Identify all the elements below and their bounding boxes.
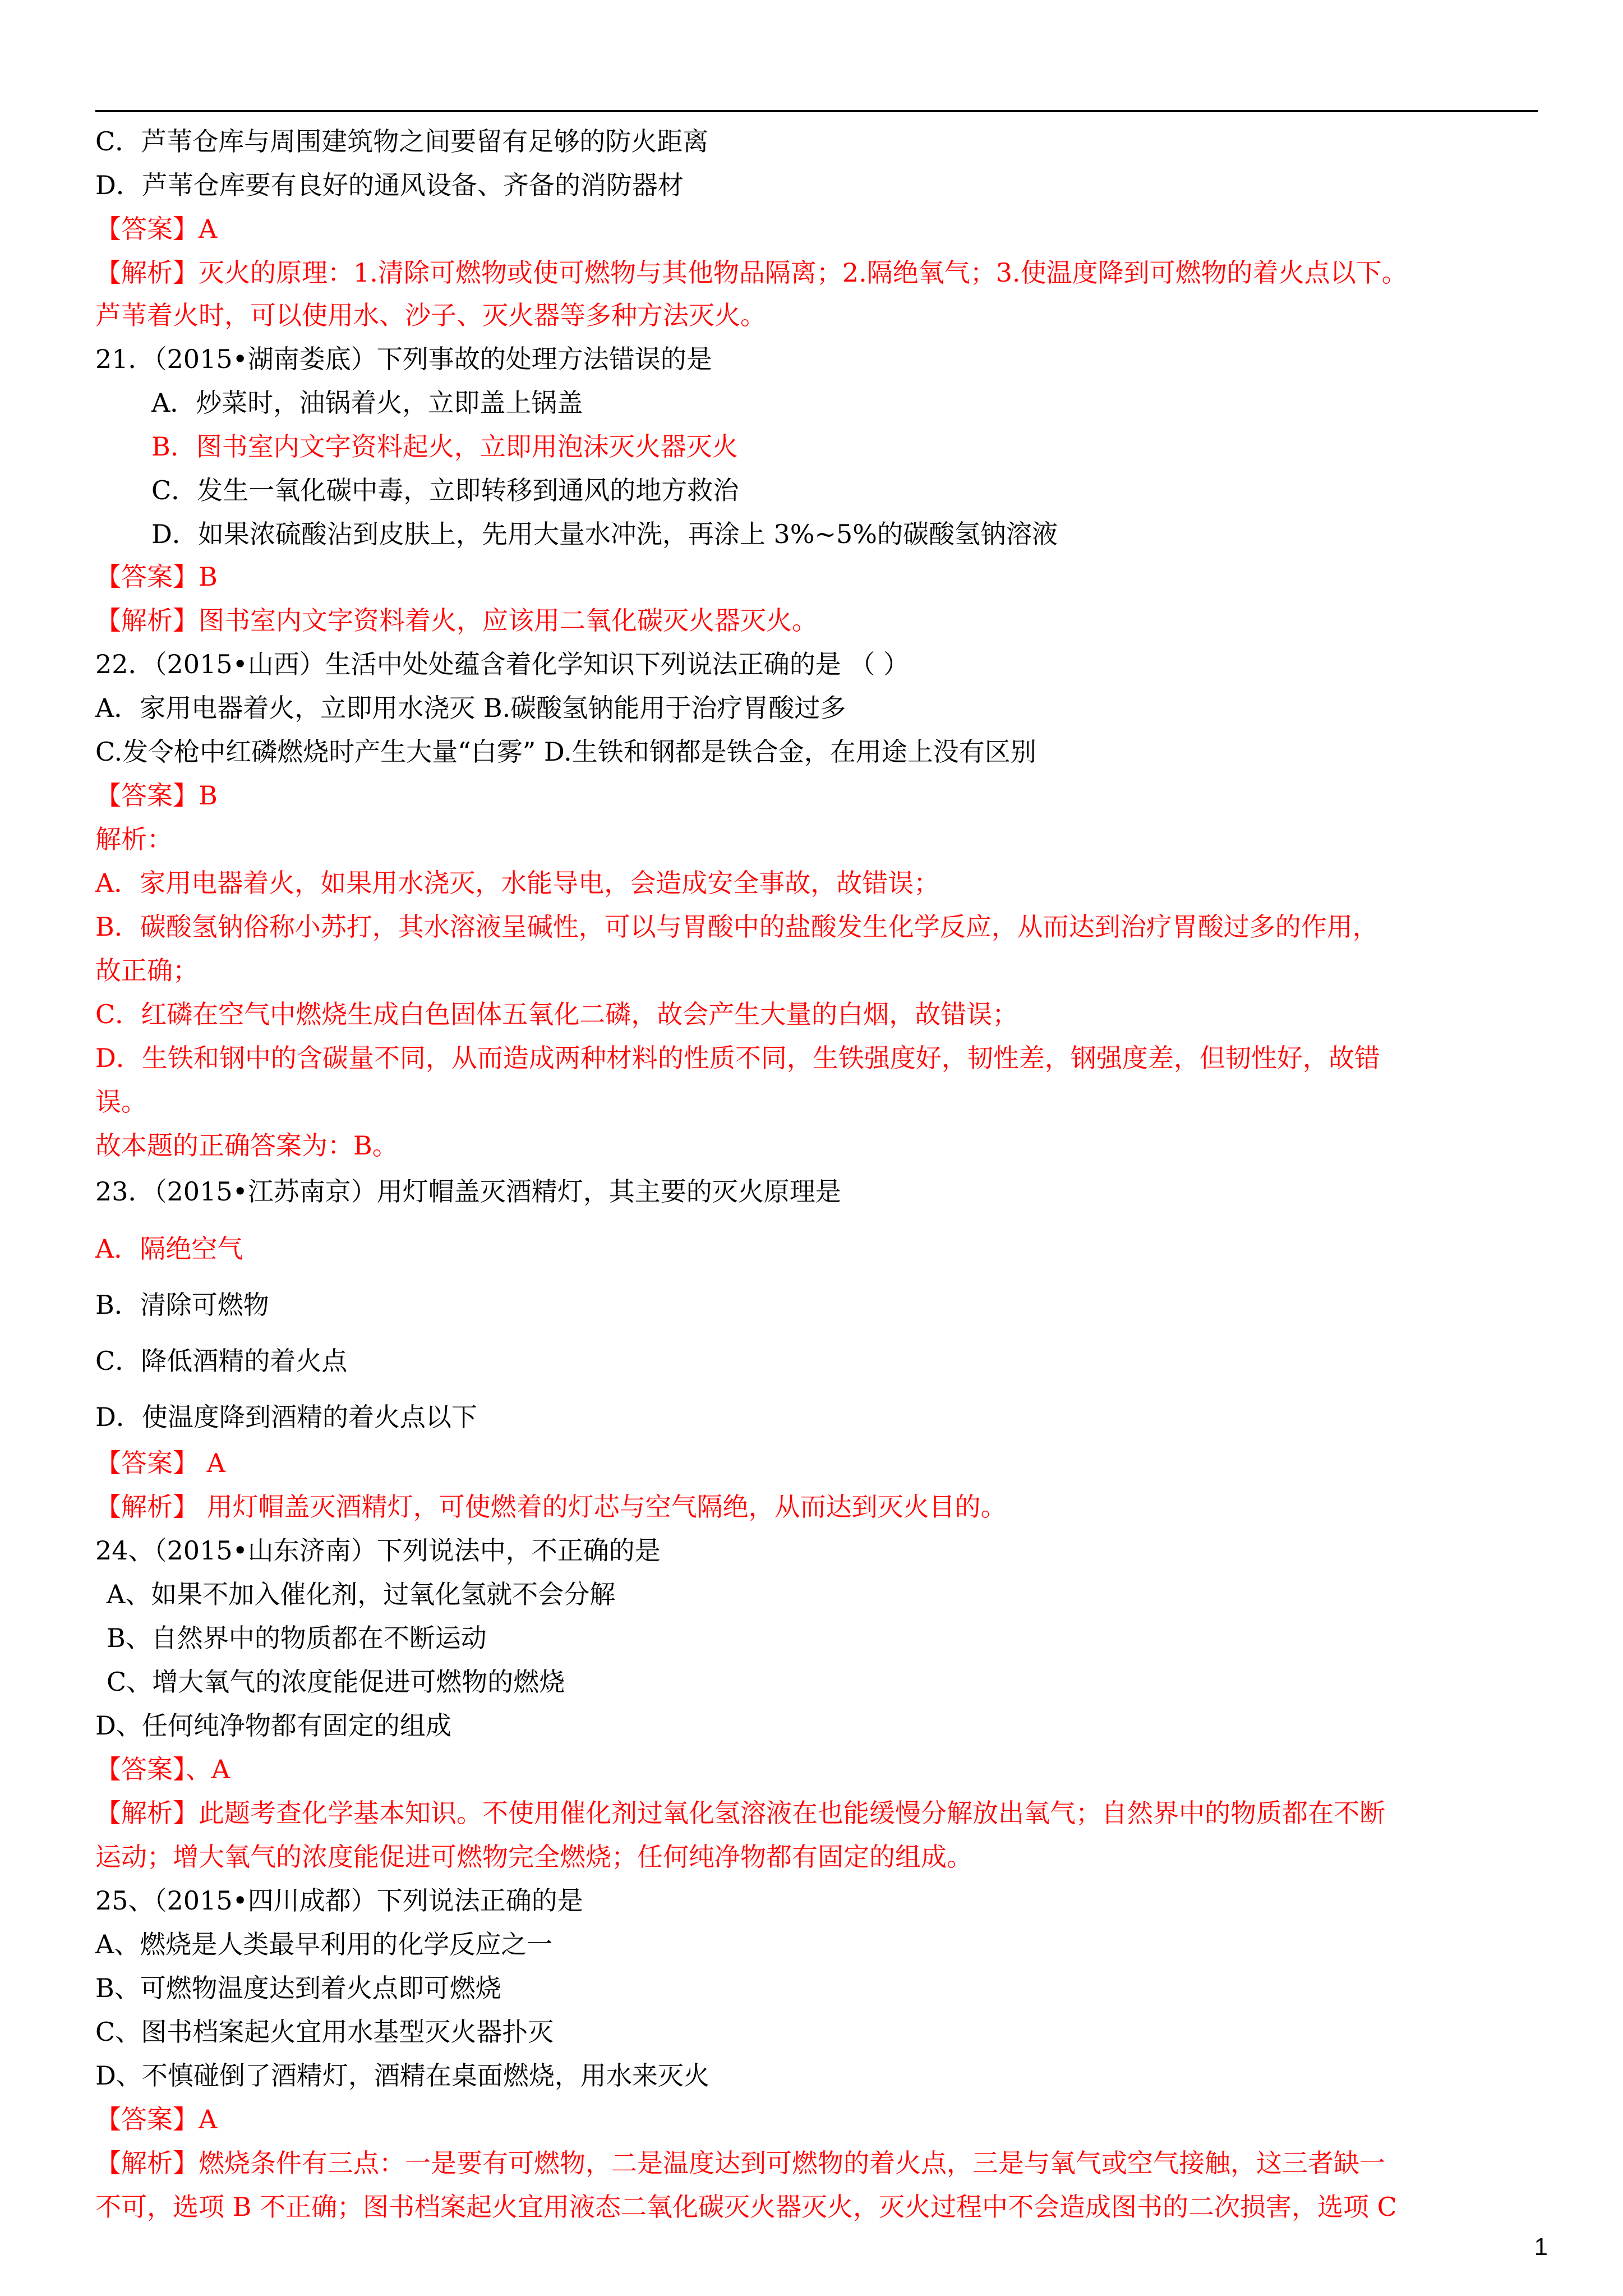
analysis-label: 解析：	[95, 824, 173, 854]
question-24: 24、（2015•山东济南）下列说法中，不正确的是	[95, 1535, 661, 1566]
option-line: C、增大氧气的浓度能促进可燃物的燃烧	[107, 1667, 565, 1697]
analysis-line: 【解析】图书室内文字资料着火，应该用二氧化碳灭火器灭火。	[95, 605, 818, 636]
analysis-line: 芦苇着火时，可以使用水、沙子、灭火器等多种方法灭火。	[95, 300, 766, 330]
option-line: B．清除可燃物	[95, 1290, 269, 1320]
option-line: D、任何纯净物都有固定的组成	[95, 1710, 451, 1741]
option-line: D、不慎碰倒了酒精灯，酒精在桌面燃烧，用水来灭火	[95, 2060, 709, 2091]
option-line: A．家用电器着火，立即用水浇灭 B.碳酸氢钠能用于治疗胃酸过多	[95, 693, 846, 723]
option-line: A．炒菜时，油锅着火，立即盖上锅盖	[151, 388, 583, 418]
question-22: 22．（2015•山西）生活中处处蕴含着化学知识下列说法正确的是 （ ）	[95, 649, 909, 679]
text-line: C．芦苇仓库与周围建筑物之间要留有足够的防火距离	[95, 126, 709, 157]
analysis-line: 不可，选项 B 不正确；图书档案起火宜用液态二氧化碳灭火器灭火，灭火过程中不会造成图书的二次损害，选项 C	[95, 2192, 1397, 2222]
analysis-line: A．家用电器着火，如果用水浇灭，水能导电，会造成安全事故，故错误；	[95, 868, 940, 898]
option-line: C、图书档案起火宜用水基型灭火器扑灭	[95, 2017, 554, 2047]
option-line: C．发生一氧化碳中毒，立即转移到通风的地方救治	[151, 475, 739, 505]
option-line: B、可燃物温度达到着火点即可燃烧	[95, 1973, 501, 2003]
option-line-correct: B．图书室内文字资料起火，立即用泡沫灭火器灭火	[151, 431, 738, 462]
analysis-line: C．红磷在空气中燃烧生成白色固体五氧化二磷，故会产生大量的白烟，故错误；	[95, 999, 1018, 1029]
analysis-line: 【解析】此题考查化学基本知识。不使用催化剂过氧化氢溶液在也能缓慢分解放出氧气；自然界中的物质都在不断	[95, 1798, 1385, 1828]
analysis-line: 故正确；	[95, 955, 199, 986]
text-line: D．芦苇仓库要有良好的通风设备、齐备的消防器材	[95, 170, 684, 200]
option-line: A、燃烧是人类最早利用的化学反应之一	[95, 1929, 553, 1959]
answer-line: 【答案】B	[95, 562, 218, 592]
question-23: 23．（2015•江苏南京）用灯帽盖灭酒精灯，其主要的灭火原理是	[95, 1176, 841, 1207]
answer-line: 【答案】、A	[95, 1754, 230, 1784]
option-line: C．降低酒精的着火点	[95, 1346, 348, 1376]
answer-line: 【答案】 A	[95, 1448, 225, 1478]
answer-line: 【答案】A	[95, 2104, 218, 2134]
option-line: D．如果浓硫酸沾到皮肤上，先用大量水冲洗，再涂上 3%~5%的碳酸氢钠溶液	[151, 519, 1058, 549]
header-rule	[95, 110, 1538, 112]
question-25: 25、（2015•四川成都）下列说法正确的是	[95, 1885, 583, 1916]
analysis-line: 【解析】灭火的原理：1.清除可燃物或使可燃物与其他物品隔离；2.隔绝氧气；3.使温度降到可燃物的着火点以下。	[95, 257, 1408, 288]
analysis-line: 【解析】燃烧条件有三点：一是要有可燃物，二是温度达到可燃物的着火点，三是与氧气或空气接触，这三者缺一	[95, 2148, 1385, 2178]
analysis-line: 误。	[95, 1087, 147, 1117]
option-line-correct: A．隔绝空气	[95, 1234, 243, 1264]
option-line: B、自然界中的物质都在不断运动	[107, 1623, 487, 1653]
analysis-line: 运动；增大氧气的浓度能促进可燃物完全燃烧；任何纯净物都有固定的组成。	[95, 1842, 972, 1872]
option-line: A、如果不加入催化剂，过氧化氢就不会分解	[107, 1579, 616, 1609]
analysis-line: 故本题的正确答案为：B。	[95, 1130, 398, 1161]
analysis-line: D．生铁和钢中的含碳量不同，从而造成两种材料的性质不同，生铁强度好，韧性差，钢强度差，但韧性好，故错	[95, 1043, 1380, 1073]
analysis-line: 【解析】 用灯帽盖灭酒精灯，可使燃着的灯芯与空气隔绝，从而达到灭火目的。	[95, 1492, 1007, 1522]
page-number: 1	[1534, 2233, 1548, 2261]
option-line: D．使温度降到酒精的着火点以下	[95, 1402, 477, 1432]
answer-line: 【答案】B	[95, 780, 218, 811]
answer-line: 【答案】A	[95, 214, 218, 244]
option-line: C.发令枪中红磷燃烧时产生大量“白雾” D.生铁和钢都是铁合金，在用途上没有区别	[95, 737, 1036, 767]
question-21: 21．（2015•湖南娄底）下列事故的处理方法错误的是	[95, 344, 712, 374]
analysis-line: B．碳酸氢钠俗称小苏打，其水溶液呈碱性，可以与胃酸中的盐酸发生化学反应，从而达到治疗胃酸过多的作用，	[95, 912, 1378, 942]
